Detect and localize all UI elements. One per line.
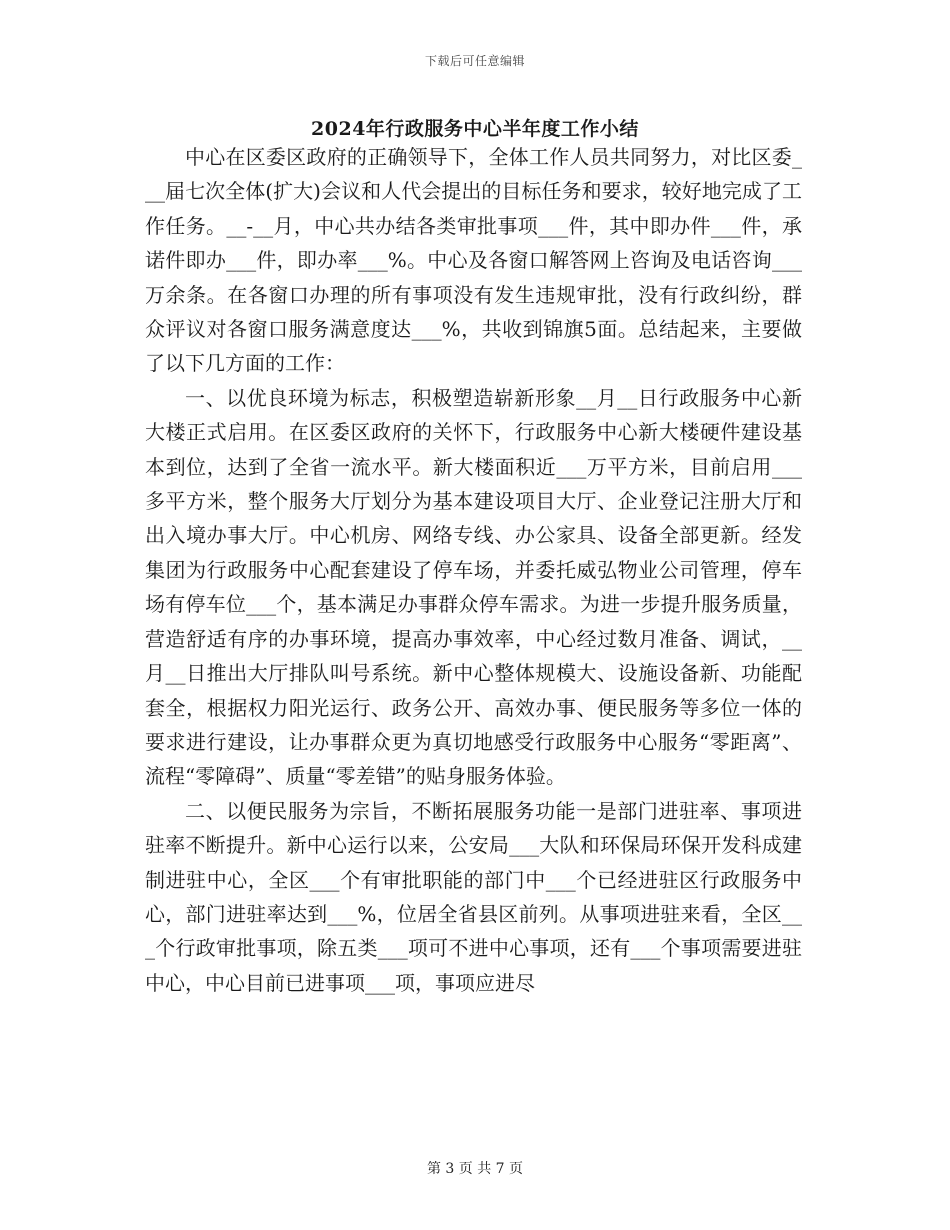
page-number-footer: 第 3 页 共 7 页 xyxy=(426,1161,524,1177)
document-title: 2024年行政服务中心半年度工作小结 xyxy=(311,118,639,140)
paragraph-section-two: 二、以便民服务为宗旨，不断拓展服务功能一是部门进驻率、事项进驻率不断提升。新中心运行以来，公安局___大队和环保局环保开发科成建制进驻中心，全区___个有审批职能的部门中___个已经进驻区行政服务中心，部门进驻率达到___%，位居全省县区前列。从事项进驻来看，全区___个行政审批事项，除五类___项可不进中心事项，还有___个事项需要进驻中心，中心目前已进事项___项，事项应进尽 xyxy=(145,798,802,995)
paragraph-section-one: 一、以优良环境为标志，积极塑造崭新形象__月__日行政服务中心新大楼正式启用。在区委区政府的关怀下，行政服务中心新大楼硬件建设基本到位，达到了全省一流水平。新大楼面积近___万平方米，目前启用___多平方米，整个服务大厅划分为基本建设项目大厅、企业登记注册大厅和出入境办事大厅。中心机房、网络专线、办公家具、设备全部更新。经发集团为行政服务中心配套建设了停车场，并委托威弘物业公司管理，停车场有停车位___个，基本满足办事群众停车需求。为进一步提升服务质量，营造舒适有序的办事环境，提高办事效率，中心经过数月准备、调试，__月__日推出大厅排队叫号系统。新中心整体规模大、设施设备新、功能配套全，根据权力阳光运行、政务公开、高效办事、便民服务等多位一体的要求进行建设，让办事群众更为真切地感受行政服务中心服务“零距离”、流程“零障碍”、质量“零差错”的贴身服务体验。 xyxy=(145,385,802,789)
document-body xyxy=(145,140,802,1000)
paragraph-intro: 中心在区委区政府的正确领导下，全体工作人员共同努力，对比区委___届七次全体(扩大)会议和人代会提出的目标任务和要求，较好地完成了工作任务。__-__月，中心共办结各类审批事项___件，其中即办件___件，承诺件即办___件，即办率___%。中心及各窗口解答网上咨询及电话咨询___万余条。在各窗口办理的所有事项没有发生违规审批，没有行政纠纷，群众评议对各窗口服务满意度达___%，共收到锦旗5面。总结起来，主要做了以下几方面的工作： xyxy=(145,145,802,376)
page-header-note: 下载后可任意编辑 xyxy=(424,54,525,68)
